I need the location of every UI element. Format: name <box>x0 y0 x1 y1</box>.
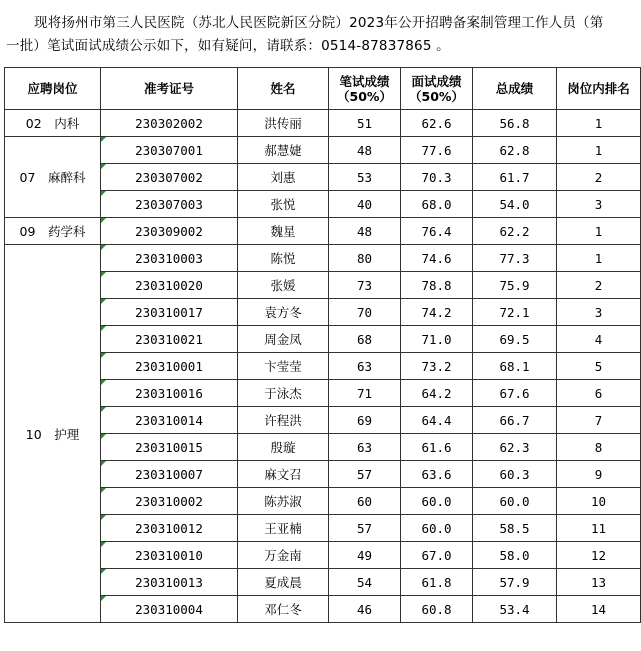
cell-rank: 5 <box>557 353 641 380</box>
table-row <box>5 272 641 299</box>
cell-exam-id: 230310012 <box>101 515 238 542</box>
cell-rank: 10 <box>557 488 641 515</box>
cell-name: 夏成晨 <box>238 569 329 596</box>
header-interview-line1: 面试成绩 <box>411 73 462 89</box>
header-interview-score <box>401 68 473 110</box>
cell-exam-id: 230309002 <box>101 218 238 245</box>
cell-interview-score: 78.8 <box>401 272 473 299</box>
cell-exam-id: 230307001 <box>101 137 238 164</box>
cell-name: 刘惠 <box>238 164 329 191</box>
header-interview-line2: （50%） <box>409 88 464 104</box>
table-row <box>5 542 641 569</box>
header-written-line2: （50%） <box>337 88 392 104</box>
cell-exam-id: 230307002 <box>101 164 238 191</box>
cell-written-score: 53 <box>329 164 401 191</box>
cell-exam-id: 230310017 <box>101 299 238 326</box>
cell-exam-id: 230310013 <box>101 569 238 596</box>
cell-total-score: 54.0 <box>473 191 557 218</box>
cell-name: 万金南 <box>238 542 329 569</box>
cell-written-score: 46 <box>329 596 401 623</box>
header-total: 总成绩 <box>473 68 557 110</box>
table-row <box>5 245 641 272</box>
cell-written-score: 57 <box>329 461 401 488</box>
cell-total-score: 53.4 <box>473 596 557 623</box>
cell-rank: 6 <box>557 380 641 407</box>
table-row <box>5 515 641 542</box>
cell-rank: 4 <box>557 326 641 353</box>
cell-total-score: 60.3 <box>473 461 557 488</box>
cell-written-score: 51 <box>329 110 401 137</box>
cell-name: 许程洪 <box>238 407 329 434</box>
cell-total-score: 58.0 <box>473 542 557 569</box>
cell-interview-score: 68.0 <box>401 191 473 218</box>
cell-written-score: 71 <box>329 380 401 407</box>
cell-written-score: 63 <box>329 353 401 380</box>
cell-exam-id: 230310021 <box>101 326 238 353</box>
cell-rank: 1 <box>557 110 641 137</box>
header-rank: 岗位内排名 <box>557 68 641 110</box>
cell-name: 王亚楠 <box>238 515 329 542</box>
cell-written-score: 69 <box>329 407 401 434</box>
cell-total-score: 61.7 <box>473 164 557 191</box>
cell-rank: 1 <box>557 218 641 245</box>
cell-exam-id: 230310020 <box>101 272 238 299</box>
cell-post: 09 药学科 <box>5 218 101 245</box>
cell-exam-id: 230310014 <box>101 407 238 434</box>
cell-name: 卞莹莹 <box>238 353 329 380</box>
cell-written-score: 68 <box>329 326 401 353</box>
cell-name: 殷璇 <box>238 434 329 461</box>
table-row <box>5 164 641 191</box>
cell-rank: 1 <box>557 245 641 272</box>
cell-total-score: 75.9 <box>473 272 557 299</box>
cell-exam-id: 230310004 <box>101 596 238 623</box>
cell-interview-score: 76.4 <box>401 218 473 245</box>
cell-rank: 13 <box>557 569 641 596</box>
cell-name: 于泳杰 <box>238 380 329 407</box>
cell-interview-score: 61.6 <box>401 434 473 461</box>
table-row <box>5 353 641 380</box>
cell-written-score: 48 <box>329 137 401 164</box>
cell-written-score: 70 <box>329 299 401 326</box>
cell-total-score: 57.9 <box>473 569 557 596</box>
cell-interview-score: 62.6 <box>401 110 473 137</box>
cell-total-score: 68.1 <box>473 353 557 380</box>
cell-rank: 14 <box>557 596 641 623</box>
table-row <box>5 569 641 596</box>
cell-interview-score: 73.2 <box>401 353 473 380</box>
cell-total-score: 58.5 <box>473 515 557 542</box>
header-row <box>5 68 641 110</box>
cell-written-score: 80 <box>329 245 401 272</box>
table-row <box>5 191 641 218</box>
cell-name: 洪传丽 <box>238 110 329 137</box>
cell-rank: 9 <box>557 461 641 488</box>
header-written-line1: 笔试成绩 <box>339 73 390 89</box>
cell-exam-id: 230310015 <box>101 434 238 461</box>
score-table <box>4 67 641 623</box>
cell-name: 袁方冬 <box>238 299 329 326</box>
cell-post: 07 麻醉科 <box>5 137 101 218</box>
cell-exam-id: 230302002 <box>101 110 238 137</box>
cell-name: 陈苏淑 <box>238 488 329 515</box>
cell-exam-id: 230310003 <box>101 245 238 272</box>
cell-name: 张媛 <box>238 272 329 299</box>
cell-total-score: 66.7 <box>473 407 557 434</box>
cell-exam-id: 230310007 <box>101 461 238 488</box>
cell-interview-score: 64.4 <box>401 407 473 434</box>
header-name: 姓名 <box>238 68 329 110</box>
cell-interview-score: 60.0 <box>401 488 473 515</box>
cell-interview-score: 63.6 <box>401 461 473 488</box>
cell-name: 张悦 <box>238 191 329 218</box>
cell-rank: 1 <box>557 137 641 164</box>
cell-rank: 12 <box>557 542 641 569</box>
table-body <box>5 110 641 623</box>
cell-total-score: 72.1 <box>473 299 557 326</box>
cell-total-score: 62.2 <box>473 218 557 245</box>
header-exam-id: 准考证号 <box>101 68 238 110</box>
cell-exam-id: 230307003 <box>101 191 238 218</box>
cell-exam-id: 230310010 <box>101 542 238 569</box>
cell-interview-score: 77.6 <box>401 137 473 164</box>
cell-written-score: 48 <box>329 218 401 245</box>
header-post: 应聘岗位 <box>5 68 101 110</box>
cell-name: 郝慧婕 <box>238 137 329 164</box>
cell-total-score: 62.8 <box>473 137 557 164</box>
cell-written-score: 49 <box>329 542 401 569</box>
cell-exam-id: 230310002 <box>101 488 238 515</box>
cell-name: 周金凤 <box>238 326 329 353</box>
cell-interview-score: 74.2 <box>401 299 473 326</box>
table-row <box>5 434 641 461</box>
cell-name: 魏星 <box>238 218 329 245</box>
cell-rank: 7 <box>557 407 641 434</box>
cell-rank: 3 <box>557 191 641 218</box>
cell-total-score: 69.5 <box>473 326 557 353</box>
cell-interview-score: 74.6 <box>401 245 473 272</box>
cell-exam-id: 230310016 <box>101 380 238 407</box>
table-row <box>5 488 641 515</box>
cell-written-score: 40 <box>329 191 401 218</box>
cell-interview-score: 70.3 <box>401 164 473 191</box>
table-row <box>5 596 641 623</box>
table-row <box>5 380 641 407</box>
cell-name: 麻文召 <box>238 461 329 488</box>
cell-post: 10 护理 <box>5 245 101 623</box>
cell-total-score: 62.3 <box>473 434 557 461</box>
cell-rank: 2 <box>557 272 641 299</box>
cell-interview-score: 60.8 <box>401 596 473 623</box>
cell-rank: 11 <box>557 515 641 542</box>
cell-rank: 8 <box>557 434 641 461</box>
table-row <box>5 326 641 353</box>
table-row <box>5 110 641 137</box>
cell-interview-score: 71.0 <box>401 326 473 353</box>
table-header <box>5 68 641 110</box>
cell-interview-score: 67.0 <box>401 542 473 569</box>
table-row <box>5 407 641 434</box>
cell-written-score: 63 <box>329 434 401 461</box>
header-written-score <box>329 68 401 110</box>
cell-name: 陈悦 <box>238 245 329 272</box>
cell-total-score: 67.6 <box>473 380 557 407</box>
table-row <box>5 137 641 164</box>
cell-written-score: 54 <box>329 569 401 596</box>
table-row <box>5 299 641 326</box>
cell-interview-score: 61.8 <box>401 569 473 596</box>
cell-name: 邓仁冬 <box>238 596 329 623</box>
cell-total-score: 56.8 <box>473 110 557 137</box>
cell-interview-score: 64.2 <box>401 380 473 407</box>
cell-written-score: 73 <box>329 272 401 299</box>
cell-interview-score: 60.0 <box>401 515 473 542</box>
notice-text: 现将扬州市第三人民医院（苏北人民医院新区分院）2023年公开招聘备案制管理工作人员（第一批）笔试面试成绩公示如下，如有疑问，请联系：0514-87837865 。 <box>6 15 604 54</box>
cell-total-score: 60.0 <box>473 488 557 515</box>
table-row <box>5 461 641 488</box>
cell-total-score: 77.3 <box>473 245 557 272</box>
cell-rank: 3 <box>557 299 641 326</box>
cell-written-score: 57 <box>329 515 401 542</box>
cell-rank: 2 <box>557 164 641 191</box>
cell-written-score: 60 <box>329 488 401 515</box>
table-row <box>5 218 641 245</box>
cell-post: 02 内科 <box>5 110 101 137</box>
cell-exam-id: 230310001 <box>101 353 238 380</box>
